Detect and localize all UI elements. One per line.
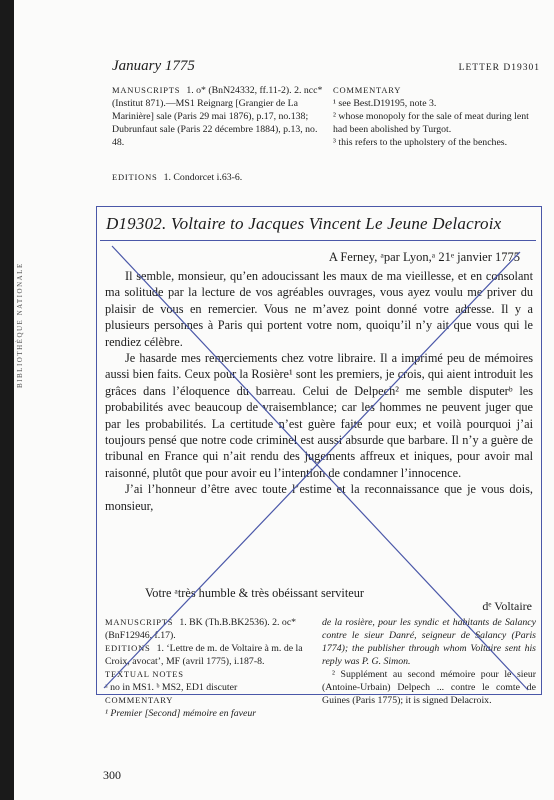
commentary-note: ² Supplément au second mémoire pour le sieur (Antoine-Urbain) Delpech ... contre le comte de Guines (Paris 1775); it is signed Delacroix. (322, 669, 536, 706)
letter-title: D19302. Voltaire to Jacques Vincent Le Jeune Delacroix (106, 214, 502, 233)
cross-stroke (112, 246, 528, 690)
textual-notes-label: TEXTUAL NOTES (105, 669, 184, 679)
letter-paragraph: J’ai l’honneur d’être avec toute l’estime et la reconnaissance que je vous dois, monsieur, (105, 482, 533, 513)
running-head-date: January 1775 (112, 58, 195, 74)
editions-label: EDITIONS (105, 643, 151, 653)
manuscripts-text: 1. o* (BnN24332, ff.11-2). 2. ncc* (Institut 871).—MS1 Reignarg [Grangier de La Marinière] sale (Paris 29 mai 1876), p.17, no.138; Dubrunfaut sale (Paris 22 décembre 1884), p.13, no. 48. (112, 85, 323, 148)
running-head-letter: LETTER D19301 (458, 63, 540, 73)
letter-closing: Votre ᵃtrès humble & très obéissant serviteur (145, 586, 364, 600)
commentary-note: ² whose monopoly for the sale of meat during lent had been abolished by Turgot. (333, 111, 529, 135)
commentary-label: COMMENTARY (105, 695, 174, 705)
commentary-note: ¹ see Best.D19195, note 3. (333, 98, 437, 109)
manuscripts-text: 1. BK (Th.B.BK2536). 2. oc* (BnF12946, f.17). (105, 617, 297, 641)
manuscripts-label: MANUSCRIPTS (112, 85, 181, 95)
letter-paragraph: Il semble, monsieur, qu’en adoucissant les maux de ma vieillesse, et en consolant ma solitude par la lecture de vos agréables ouvrages, vous ayez voulu me priver du plaisir de vous en remercier. Vous ne m’avez point donné votre adresse. Il y a plusieurs personnes à Paris qui portent votre nom, quoiqu’il n’y ait que vous qui le rendiez célèbre. (105, 269, 533, 349)
letter-signature: dᵉ Voltaire (482, 599, 532, 613)
commentary-note: ¹ Premier [Second] mémoire en faveur (105, 708, 257, 719)
page-number: 300 (103, 768, 121, 782)
letter-paragraph: Je hasarde mes remerciements chez votre libraire. Il a imprimé peu de mémoires aussi bien faits. Ceux pour la Rosière¹ sont les premiers, je crois, qui aient introduit les grâces dans l’éloquence du barreau. Celui de Delpech² me semble disputerᵇ les probabilités avec beaucoup de vraisemblance; car les hommes ne peuvent juger que par les probabilités. La certitude n’est guère faite pour eux; et voilà pourquoi j’ai toujours pensé que notre code criminel est aussi absurde que barbare. Il n’y a guère de tribunal en France qui n’ait rendu des jugements affreux et iniques, pour avoir mal raisonné, plutôt que pour avoir eu l’intention de condamner l’innocence. (105, 351, 533, 480)
editions-text: 1. ‘Lettre de m. de Voltaire à m. de la Croix, avocat’, MF (avril 1775), i.187-8. (105, 643, 303, 667)
letter-dateline: A Ferney, ᵃpar Lyon,ᵃ 21ᵉ janvier 1775 (328, 250, 520, 264)
editions-text: 1. Condorcet i.63-6. (163, 172, 243, 183)
commentary-note: ³ this refers to the upholstery of the benches. (333, 137, 508, 148)
manuscripts-label: MANUSCRIPTS (105, 617, 174, 627)
commentary-label: COMMENTARY (333, 85, 402, 95)
textual-notes-text: ᵃ no in MS1. ᵇ MS2, ED1 discuter (105, 682, 238, 693)
cross-stroke (104, 252, 520, 688)
editions-label: EDITIONS (112, 172, 158, 182)
library-stamp: BIBLIOTHÈQUE NATIONALE (16, 262, 24, 388)
commentary-note: de la rosière, pour les syndic et habitants de Salancy contre le sieur Danré, seigneur de Salancy (Paris 1774); the publisher through whom Voltaire sent his reply was P. G. Simon. (322, 617, 536, 667)
